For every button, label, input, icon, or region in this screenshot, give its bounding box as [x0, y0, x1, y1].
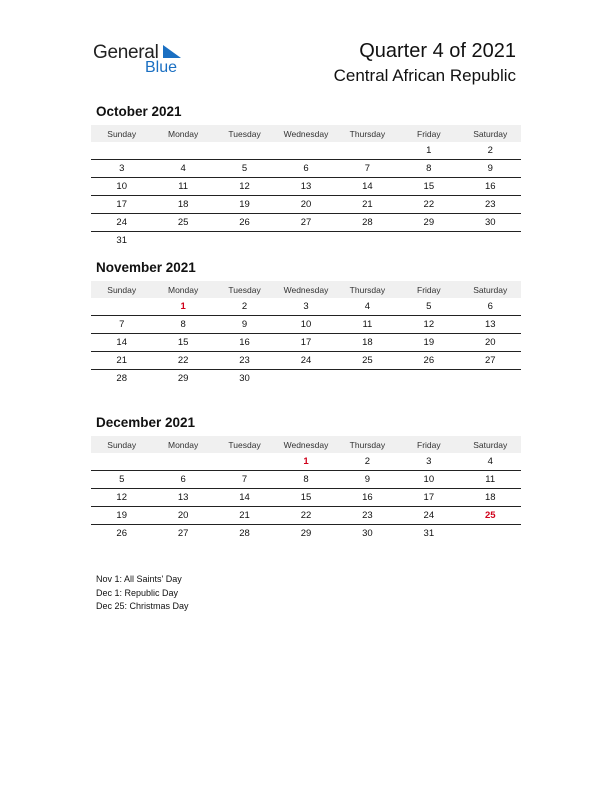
weekday-label: Thursday: [349, 439, 386, 450]
holiday-day-cell: 25: [484, 510, 496, 521]
day-cell: 28: [116, 373, 127, 384]
weekday-label: Sunday: [107, 128, 137, 139]
day-cell: 26: [116, 528, 127, 539]
day-cell: 18: [177, 199, 189, 210]
month-calendar: [91, 415, 521, 542]
holiday-note: Nov 1: All Saints' Day: [96, 574, 182, 584]
day-cell: 3: [119, 163, 125, 174]
day-cell: 10: [423, 474, 435, 485]
day-cell: 2: [241, 301, 248, 312]
day-cell: 6: [180, 474, 186, 485]
weekday-header-row: [91, 436, 521, 453]
month-calendar: [91, 104, 521, 249]
day-cell: 13: [484, 319, 496, 330]
day-cell: 25: [177, 217, 189, 228]
day-cell: 9: [241, 319, 248, 330]
day-cell: 23: [362, 510, 373, 521]
week-row: [91, 178, 521, 196]
week-row: [91, 196, 521, 214]
weekday-label: Monday: [168, 284, 199, 295]
weekday-label: Friday: [417, 128, 441, 139]
weekday-label: Saturday: [473, 284, 508, 295]
day-cell: 24: [300, 355, 312, 366]
day-cell: 14: [362, 181, 373, 192]
day-cell: 30: [484, 217, 496, 228]
day-cell: 12: [239, 181, 250, 192]
day-cell: 2: [364, 456, 371, 467]
day-cell: 30: [362, 528, 373, 539]
day-cell: 10: [116, 181, 127, 192]
weekday-label: Tuesday: [228, 439, 261, 450]
week-row: [91, 160, 521, 178]
week-row: [91, 471, 521, 489]
week-row: [91, 525, 521, 542]
day-cell: 8: [303, 474, 309, 485]
day-cell: 11: [178, 181, 189, 192]
day-cell: 4: [180, 163, 186, 174]
day-cell: 26: [423, 355, 435, 366]
weekday-label: Thursday: [349, 128, 386, 139]
weekday-label: Saturday: [473, 128, 508, 139]
day-cell: 11: [362, 319, 373, 330]
month-title: October 2021: [96, 104, 182, 119]
day-cell: 20: [300, 199, 312, 210]
day-cell: 15: [423, 181, 435, 192]
holiday-day-cell: 1: [303, 456, 309, 467]
week-row: [91, 453, 521, 471]
day-cell: 20: [484, 337, 496, 348]
weekday-header-row: [91, 281, 521, 298]
day-cell: 14: [239, 492, 250, 503]
weekday-label: Monday: [168, 128, 199, 139]
week-row: [91, 142, 521, 160]
week-row: [91, 232, 521, 249]
week-row: [91, 316, 521, 334]
day-cell: 26: [239, 217, 250, 228]
day-cell: 28: [362, 217, 373, 228]
month-title: December 2021: [96, 415, 196, 430]
weekday-label: Friday: [417, 439, 441, 450]
day-cell: 4: [364, 301, 371, 312]
week-row: [91, 298, 521, 316]
day-cell: 29: [177, 373, 189, 384]
day-cell: 7: [364, 163, 371, 174]
day-cell: 6: [487, 301, 493, 312]
day-cell: 16: [239, 337, 250, 348]
day-cell: 27: [484, 355, 496, 366]
weekday-label: Sunday: [107, 439, 137, 450]
day-cell: 24: [423, 510, 435, 521]
month-calendar: [91, 260, 521, 387]
day-cell: 17: [300, 337, 312, 348]
day-cell: 31: [116, 235, 127, 246]
week-row: [91, 507, 521, 525]
logo-blue-text: Blue: [145, 59, 178, 76]
day-cell: 16: [484, 181, 496, 192]
day-cell: 13: [300, 181, 312, 192]
day-cell: 9: [364, 474, 371, 485]
day-cell: 21: [239, 510, 250, 521]
day-cell: 6: [303, 163, 309, 174]
day-cell: 15: [300, 492, 312, 503]
page-title: Quarter 4 of 2021: [359, 40, 516, 62]
day-cell: 27: [177, 528, 189, 539]
day-cell: 10: [300, 319, 312, 330]
day-cell: 19: [116, 510, 127, 521]
weekday-label: Monday: [168, 439, 199, 450]
weekday-label: Wednesday: [283, 284, 329, 295]
holiday-day-cell: 1: [180, 301, 186, 312]
day-cell: 27: [300, 217, 312, 228]
day-cell: 23: [484, 199, 496, 210]
day-cell: 31: [423, 528, 435, 539]
day-cell: 28: [239, 528, 250, 539]
weekday-header-row: [91, 125, 521, 142]
day-cell: 13: [177, 492, 189, 503]
day-cell: 14: [116, 337, 127, 348]
week-row: [91, 334, 521, 352]
weekday-label: Tuesday: [228, 128, 261, 139]
week-row: [91, 352, 521, 370]
week-row: [91, 214, 521, 232]
day-cell: 25: [362, 355, 373, 366]
day-cell: 17: [423, 492, 435, 503]
weekday-label: Thursday: [349, 284, 386, 295]
day-cell: 3: [303, 301, 309, 312]
day-cell: 23: [239, 355, 250, 366]
generalblue-logo: [93, 40, 203, 80]
day-cell: 30: [239, 373, 250, 384]
day-cell: 5: [241, 163, 248, 174]
weekday-label: Tuesday: [228, 284, 261, 295]
holiday-note: Dec 25: Christmas Day: [96, 601, 189, 611]
day-cell: 18: [362, 337, 373, 348]
day-cell: 17: [116, 199, 127, 210]
day-cell: 29: [423, 217, 435, 228]
day-cell: 4: [487, 456, 493, 467]
day-cell: 15: [177, 337, 189, 348]
week-row: [91, 489, 521, 507]
day-cell: 22: [177, 355, 189, 366]
day-cell: 21: [362, 199, 373, 210]
day-cell: 19: [423, 337, 435, 348]
day-cell: 21: [116, 355, 127, 366]
logo-flag-icon: [161, 44, 183, 60]
day-cell: 5: [119, 474, 125, 485]
day-cell: 5: [426, 301, 432, 312]
day-cell: 18: [484, 492, 496, 503]
day-cell: 8: [426, 163, 432, 174]
day-cell: 7: [241, 474, 248, 485]
weekday-label: Wednesday: [283, 128, 329, 139]
day-cell: 9: [487, 163, 493, 174]
day-cell: 11: [485, 474, 496, 485]
day-cell: 12: [116, 492, 127, 503]
day-cell: 12: [423, 319, 435, 330]
day-cell: 7: [119, 319, 125, 330]
day-cell: 16: [362, 492, 373, 503]
weekday-label: Sunday: [107, 284, 137, 295]
day-cell: 8: [180, 319, 186, 330]
weekday-label: Saturday: [473, 439, 508, 450]
page-subtitle: Central African Republic: [333, 66, 516, 85]
weekday-label: Friday: [417, 284, 441, 295]
day-cell: 19: [239, 199, 250, 210]
holiday-note: Dec 1: Republic Day: [96, 587, 179, 598]
weekday-label: Wednesday: [283, 439, 329, 450]
day-cell: 20: [177, 510, 189, 521]
holiday-notes: [96, 573, 189, 614]
month-title: November 2021: [96, 260, 196, 275]
week-row: [91, 370, 521, 387]
day-cell: 24: [116, 217, 127, 228]
logo-general-text: General: [93, 42, 159, 63]
day-cell: 22: [300, 510, 312, 521]
day-cell: 3: [426, 456, 432, 467]
day-cell: 29: [300, 528, 312, 539]
day-cell: 22: [423, 199, 435, 210]
day-cell: 1: [426, 145, 432, 156]
day-cell: 2: [487, 145, 493, 156]
